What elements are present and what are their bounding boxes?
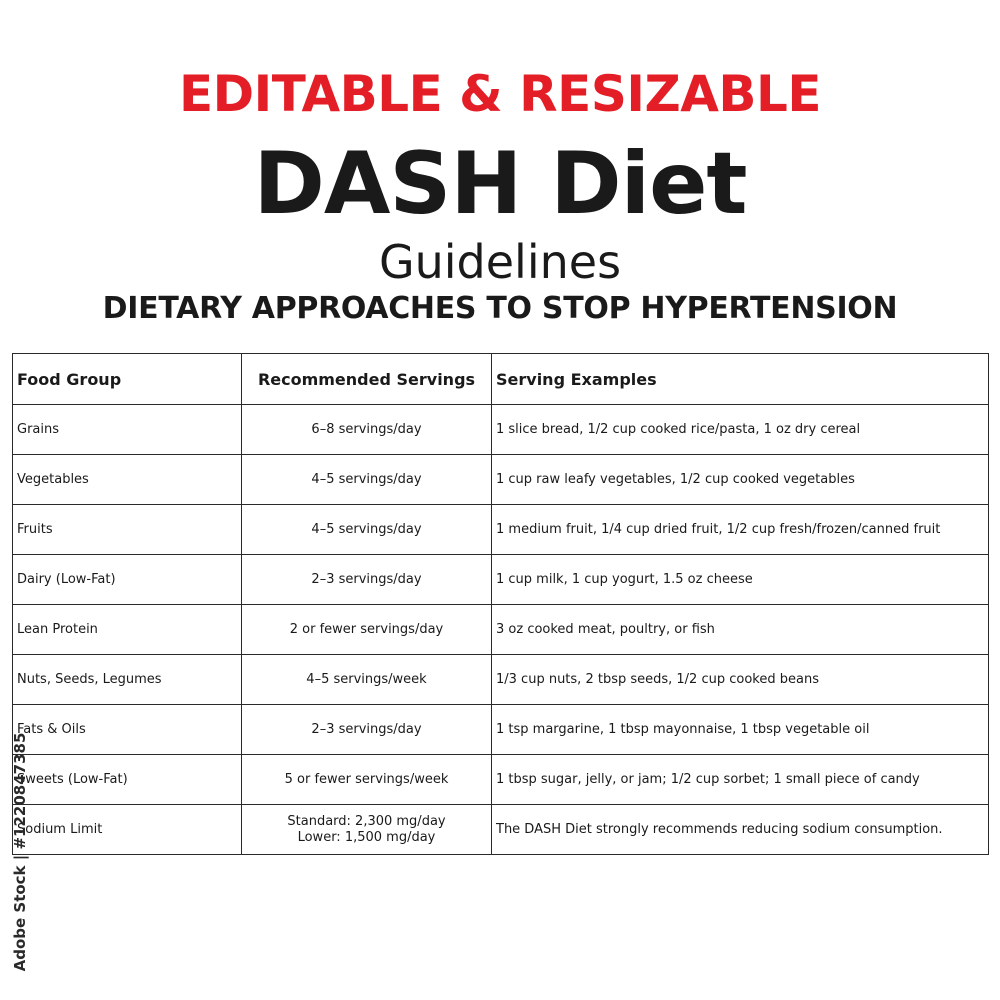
servings-cell: 2–3 servings/day: [242, 555, 492, 605]
servings-cell: 6–8 servings/day: [242, 405, 492, 455]
servings-cell: 4–5 servings/day: [242, 505, 492, 555]
table-row: [13, 605, 989, 655]
examples-cell: 1 slice bread, 1/2 cup cooked rice/pasta, 1 oz dry cereal: [492, 405, 989, 455]
food-group-cell: Sweets (Low-Fat): [13, 755, 242, 805]
food-group-cell: Lean Protein: [13, 605, 242, 655]
food-group-cell: Fats & Oils: [13, 705, 242, 755]
food-group-cell: Sodium Limit: [13, 805, 242, 855]
examples-cell: The DASH Diet strongly recommends reducing sodium consumption.: [492, 805, 989, 855]
examples-cell: 1 tsp margarine, 1 tbsp mayonnaise, 1 tbsp vegetable oil: [492, 705, 989, 755]
table-row: [13, 405, 989, 455]
column-header-food-group: Food Group: [13, 354, 242, 405]
servings-cell: [242, 805, 492, 855]
food-group-cell: Grains: [13, 405, 242, 455]
servings-cell: 4–5 servings/day: [242, 455, 492, 505]
servings-cell: 4–5 servings/week: [242, 655, 492, 705]
table-row: [13, 455, 989, 505]
column-header-servings: Recommended Servings: [242, 354, 492, 405]
examples-cell: 1 medium fruit, 1/4 cup dried fruit, 1/2 cup fresh/frozen/canned fruit: [492, 505, 989, 555]
examples-cell: 1/3 cup nuts, 2 tbsp seeds, 1/2 cup cooked beans: [492, 655, 989, 705]
sodium-standard-limit: Standard: 2,300 mg/day: [287, 813, 446, 829]
table-row: [13, 805, 989, 855]
examples-cell: 3 oz cooked meat, poultry, or fish: [492, 605, 989, 655]
servings-cell: 5 or fewer servings/week: [242, 755, 492, 805]
food-group-cell: Vegetables: [13, 455, 242, 505]
column-header-examples: Serving Examples: [492, 354, 989, 405]
watermark-text: Adobe Stock | #1220847385: [11, 732, 29, 972]
page-subtitle: Guidelines: [378, 235, 622, 289]
stock-watermark: [8, 732, 32, 972]
examples-cell: 1 cup milk, 1 cup yogurt, 1.5 oz cheese: [492, 555, 989, 605]
examples-cell: 1 cup raw leafy vegetables, 1/2 cup cooked vegetables: [492, 455, 989, 505]
examples-cell: 1 tbsp sugar, jelly, or jam; 1/2 cup sorbet; 1 small piece of candy: [492, 755, 989, 805]
table-header-row: [13, 354, 989, 405]
table-row: [13, 705, 989, 755]
page-title: DASH Diet: [253, 134, 747, 234]
table-row: [13, 755, 989, 805]
banner-heading: EDITABLE & RESIZABLE: [178, 65, 822, 123]
food-group-cell: Dairy (Low-Fat): [13, 555, 242, 605]
table-row: [13, 555, 989, 605]
sodium-lower-limit: Lower: 1,500 mg/day: [297, 829, 436, 845]
page-tagline: DIETARY APPROACHES TO STOP HYPERTENSION: [102, 291, 898, 326]
table-row: [13, 655, 989, 705]
food-group-cell: Fruits: [13, 505, 242, 555]
food-group-cell: Nuts, Seeds, Legumes: [13, 655, 242, 705]
guidelines-table: [12, 353, 989, 855]
servings-cell: 2 or fewer servings/day: [242, 605, 492, 655]
servings-cell: 2–3 servings/day: [242, 705, 492, 755]
table-row: [13, 505, 989, 555]
